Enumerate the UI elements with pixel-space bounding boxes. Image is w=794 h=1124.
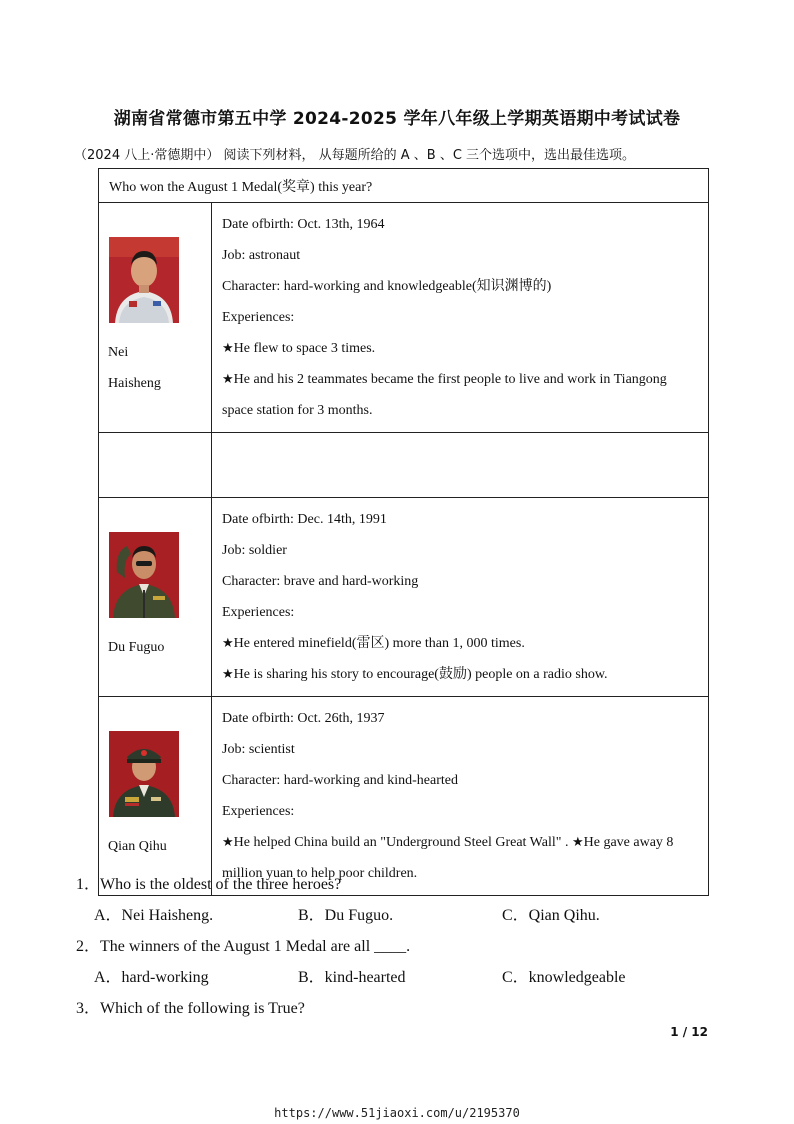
footer-url[interactable]: https://www.51jiaoxi.com/u/2195370 [274,1106,520,1120]
option-a[interactable]: A．hard-working [94,969,209,986]
option-b[interactable]: B．kind-hearted [298,969,406,986]
option-c[interactable]: C．knowledgeable [502,969,626,986]
experience-item: He helped China build an "Underground Steel Great Wall" . [233,835,572,850]
experience-item: He entered minefield(雷区) more than 1, 000 times. [233,636,525,651]
hero-name: Du Fuguo [108,640,165,655]
table-question: Who won the August 1 Medal(奖章) this year? [99,169,709,203]
experience-item: He and his 2 teammates became the first people to live and work in Tiangong space station for 3 months. [222,372,667,418]
star-icon: ★ [222,372,234,387]
experiences-label: Experiences: [222,310,295,325]
option-b[interactable]: B．Du Fuguo. [298,907,394,924]
star-icon: ★ [571,835,584,850]
hero-name: Nei [108,345,129,360]
option-a[interactable]: A．Nei Haisheng. [94,907,214,924]
hero-row-nei-haisheng [99,203,709,433]
empty-cell [212,433,709,498]
option-c[interactable]: C．Qian Qihu. [502,907,600,924]
hero-row-du-fuguo [99,498,709,697]
character: Character: hard-working and kind-hearted [222,773,458,788]
star-icon: ★ [222,667,234,682]
character: Character: hard-working and knowledgeable(知识渊博的) [222,279,552,294]
hero-table [98,168,709,896]
page-title: 湖南省常德市第五中学 2024-2025 学年八年级上学期英语期中考试试卷 [113,109,681,129]
hero-name-cell [99,697,212,896]
experience-item: He gave away 8 million yuan to help poor children. [222,835,674,881]
hero-row-qian-qihu [99,697,709,896]
hero-info-cell [212,697,709,896]
soldier-photo [109,532,179,618]
hero-name: Haisheng [108,376,161,391]
experiences-label: Experiences: [222,804,295,819]
hero-info-cell [212,498,709,697]
page-number: 1 / 12 [670,1025,708,1039]
hero-info-cell [212,203,709,433]
question-3: 3．Which of the following is True? [76,1000,305,1017]
birth-date: Date ofbirth: Oct. 26th, 1937 [222,711,385,726]
question-1: 1．Who is the oldest of the three heroes? [76,876,342,893]
reading-instruction: （2024 八上·常德期中） 阅读下列材料， 从每题所给的 A 、B 、C 三个选项中，选出最佳选项。 [74,148,636,163]
job: Job: soldier [222,543,287,558]
question-2: 2．The winners of the August 1 Medal are all ____. [76,938,411,955]
scientist-photo [109,731,179,817]
hero-name: Qian Qihu [108,839,167,854]
experience-item: He flew to space 3 times. [233,341,376,356]
hero-name-cell [99,498,212,697]
star-icon: ★ [222,341,234,356]
job: Job: scientist [222,742,295,757]
empty-cell [99,433,212,498]
hero-name-cell [99,203,212,433]
star-icon: ★ [222,835,234,850]
experiences-label: Experiences: [222,605,295,620]
character: Character: brave and hard-working [222,574,419,589]
experience-item: He is sharing his story to encourage(鼓励) people on a radio show. [233,667,608,682]
birth-date: Date ofbirth: Oct. 13th, 1964 [222,217,385,232]
empty-row [99,433,709,498]
job: Job: astronaut [222,248,301,263]
birth-date: Date ofbirth: Dec. 14th, 1991 [222,512,387,527]
astronaut-photo [109,237,179,323]
star-icon: ★ [222,636,234,651]
